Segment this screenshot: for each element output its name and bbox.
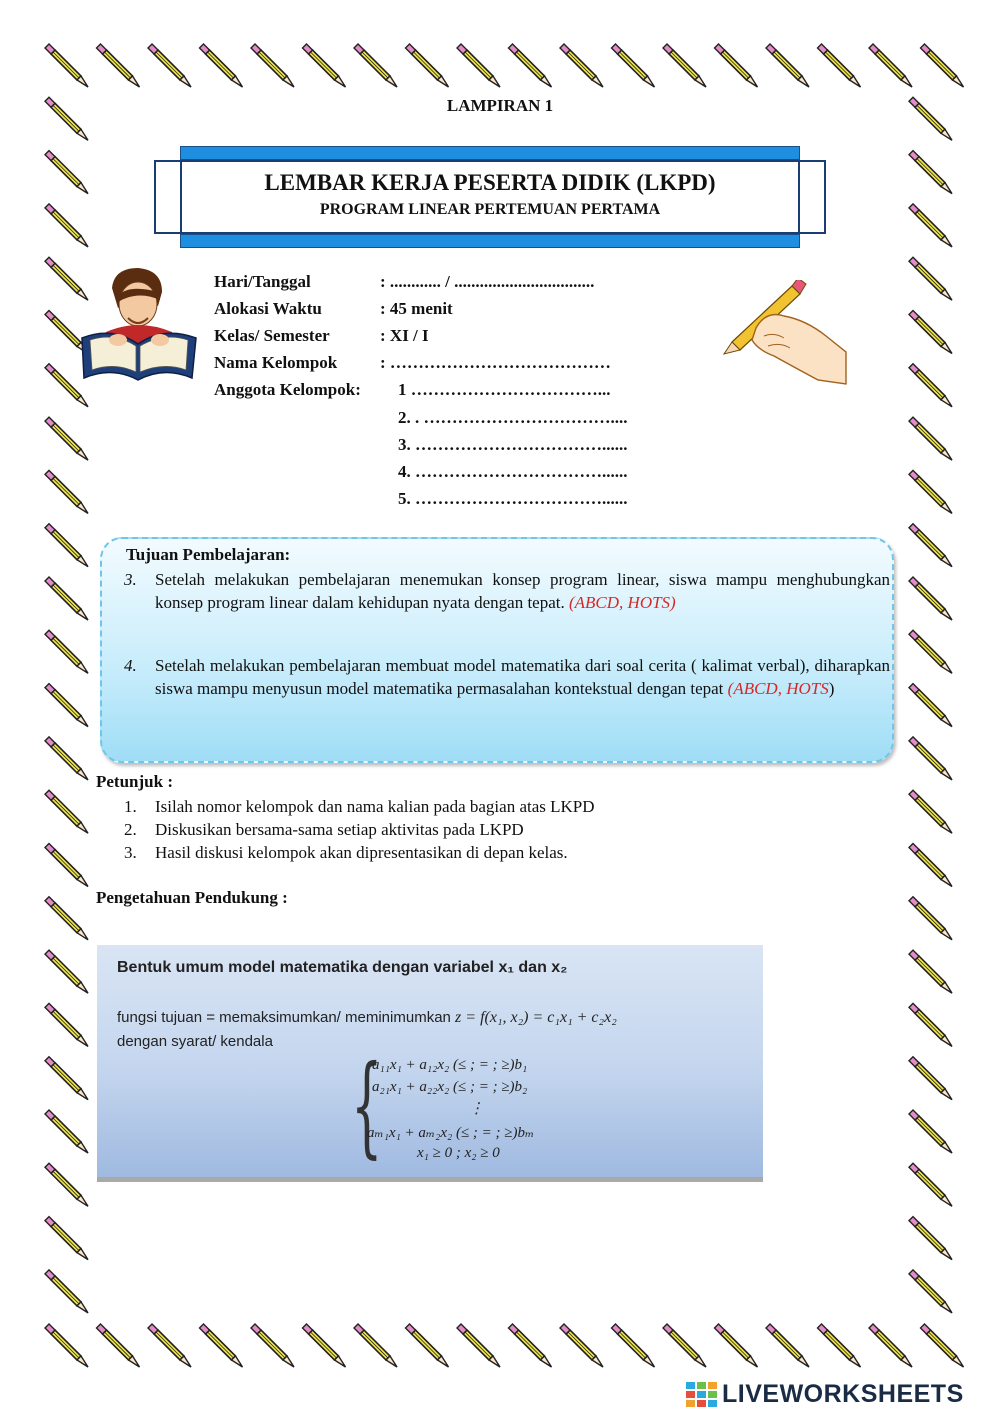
pencil-icon bbox=[457, 1324, 500, 1367]
pencil-icon bbox=[97, 1324, 140, 1367]
pencil-icon bbox=[45, 1057, 88, 1100]
pencil-icon bbox=[354, 1324, 397, 1367]
page-subtitle: PROGRAM LINEAR PERTEMUAN PERTAMA bbox=[319, 201, 661, 218]
pencil-icon bbox=[909, 950, 952, 993]
pencil-icon bbox=[45, 524, 88, 567]
pencil-icon bbox=[45, 1270, 88, 1313]
pencil-icon bbox=[909, 1163, 952, 1206]
pencil-icon bbox=[818, 44, 861, 87]
pencil-icon bbox=[909, 630, 952, 673]
pencil-icon bbox=[45, 470, 88, 513]
pencil-icon bbox=[909, 1270, 952, 1313]
pencil-icon bbox=[200, 44, 243, 87]
instructions-list bbox=[124, 795, 595, 864]
constraint-ellipsis: ⋮ bbox=[469, 1101, 484, 1117]
goal-tag: (ABCD, HOTS) bbox=[569, 593, 676, 612]
pencil-icon bbox=[45, 844, 88, 887]
support-knowledge-title: Pengetahuan Pendukung : bbox=[96, 888, 288, 907]
appendix-label: LAMPIRAN 1 bbox=[446, 96, 554, 115]
pencil-icon bbox=[715, 1324, 758, 1367]
goal-tag: (ABCD, HOTS bbox=[727, 679, 829, 698]
pencil-icon bbox=[909, 737, 952, 780]
pencil-icon bbox=[303, 1324, 346, 1367]
pencil-icon bbox=[45, 1217, 88, 1260]
pencil-icon bbox=[560, 1324, 603, 1367]
pencil-icon bbox=[909, 1110, 952, 1153]
field-group-members[interactable]: Anggota Kelompok: 1 ……………………………... bbox=[214, 380, 611, 399]
pencil-icon bbox=[45, 737, 88, 780]
formula-box-shadow bbox=[97, 1177, 763, 1182]
formula-box bbox=[97, 945, 763, 1177]
pencil-icon bbox=[251, 44, 294, 87]
instructions-title: Petunjuk : bbox=[96, 772, 173, 791]
constraint-line: a₂₁x₁ + a₂₂x₂ (≤ ; = ; ≥)b₂ bbox=[372, 1079, 528, 1095]
pencil-icon bbox=[715, 44, 758, 87]
constraint-line: a₁₁x₁ + a₁₂x₂ (≤ ; = ; ≥)b₁ bbox=[372, 1057, 528, 1073]
pencil-icon bbox=[909, 524, 952, 567]
pencil-icon bbox=[921, 1324, 964, 1367]
pencil-icon bbox=[663, 1324, 706, 1367]
member-line[interactable]: 5. ……………………………...... bbox=[398, 489, 628, 508]
pencil-icon bbox=[909, 1217, 952, 1260]
liveworksheets-logo bbox=[686, 1378, 996, 1410]
list-item: 1. Isilah nomor kelompok dan nama kalian pada bagian atas LKPD bbox=[124, 797, 595, 816]
pencil-icon bbox=[909, 204, 952, 247]
pencil-icon bbox=[560, 44, 603, 87]
member-line[interactable]: 3. ……………………………...... bbox=[398, 435, 628, 454]
pencil-icon bbox=[909, 311, 952, 354]
pencil-icon bbox=[818, 1324, 861, 1367]
list-item: 2. Diskusikan bersama-sama setiap aktivitas pada LKPD bbox=[124, 820, 524, 839]
field-class-semester: Kelas/ Semester : XI / I bbox=[214, 326, 429, 345]
pencil-icon bbox=[45, 630, 88, 673]
pencil-icon bbox=[406, 44, 449, 87]
constraint-line: aₘ₁x₁ + aₘ₂x₂ (≤ ; = ; ≥)bₘ bbox=[367, 1125, 535, 1141]
field-time-allocation: Alokasi Waktu : 45 menit bbox=[214, 299, 453, 318]
learning-goal-item: 3. Setelah melakukan pembelajaran menemukan konsep program linear, siswa mampu menghubungkan konsep program linear dalam kehidupan nyata dengan tepat. (ABCD, HOTS) bbox=[124, 570, 890, 612]
pencil-icon bbox=[909, 684, 952, 727]
brace-icon: { bbox=[351, 1041, 383, 1169]
learning-goal-item: 4. Setelah melakukan pembelajaran membuat model matematika dari soal cerita ( kalimat verbal), diharapkan siswa mampu menyusun model matematika permasalahan kontekstual dengan tepat (ABCD, HOTS) bbox=[124, 656, 890, 698]
pencil-icon bbox=[45, 1324, 88, 1367]
pencil-icon bbox=[663, 44, 706, 87]
page-title: LEMBAR KERJA PESERTA DIDIK (LKPD) bbox=[264, 170, 716, 195]
pencil-icon bbox=[612, 44, 655, 87]
pencil-icon bbox=[45, 417, 88, 460]
pencil-icon bbox=[869, 44, 912, 87]
pencil-icon bbox=[45, 1003, 88, 1046]
pencil-icon bbox=[509, 44, 552, 87]
pencil-icon bbox=[148, 1324, 191, 1367]
pencil-icon bbox=[909, 1003, 952, 1046]
pencil-icon bbox=[45, 897, 88, 940]
pencil-icon bbox=[612, 1324, 655, 1367]
pencil-icon bbox=[909, 417, 952, 460]
pencil-icon bbox=[766, 44, 809, 87]
constraint-intro: dengan syarat/ kendala bbox=[117, 1033, 273, 1050]
pencil-icon bbox=[909, 257, 952, 300]
pencil-icon bbox=[909, 844, 952, 887]
member-line[interactable]: 2. . …………………………….... bbox=[398, 408, 628, 427]
pencil-icon bbox=[45, 684, 88, 727]
pencil-icon bbox=[45, 1163, 88, 1206]
list-item: 3. Hasil diskusi kelompok akan dipresentasikan di depan kelas. bbox=[124, 843, 568, 862]
banner-stripe-bottom bbox=[180, 234, 800, 248]
pencil-icon bbox=[909, 897, 952, 940]
pencil-icon bbox=[45, 204, 88, 247]
pencil-icon bbox=[909, 470, 952, 513]
pencil-icon bbox=[909, 364, 952, 407]
pencil-icon bbox=[45, 790, 88, 833]
pencil-icon bbox=[200, 1324, 243, 1367]
field-group-name[interactable]: Nama Kelompok : ………………………………… bbox=[214, 353, 611, 372]
pencil-icon bbox=[45, 44, 88, 87]
pencil-icon bbox=[406, 1324, 449, 1367]
pencil-icon bbox=[766, 1324, 809, 1367]
formula-heading: Bentuk umum model matematika dengan variabel x₁ dan x₂ bbox=[117, 959, 568, 976]
learning-goals-title: Tujuan Pembelajaran: bbox=[126, 545, 291, 564]
pencil-icon bbox=[97, 44, 140, 87]
title-banner bbox=[180, 146, 800, 250]
pencil-icon bbox=[354, 44, 397, 87]
pencil-icon bbox=[45, 950, 88, 993]
pencil-icon bbox=[148, 44, 191, 87]
member-line[interactable]: 4. ……………………………...... bbox=[398, 462, 628, 481]
field-date[interactable]: Hari/Tanggal : ............ / ................................. bbox=[214, 272, 595, 291]
liveworksheets-grid-icon bbox=[686, 1382, 718, 1408]
banner-stripe-top bbox=[180, 146, 800, 160]
pencil-icon bbox=[45, 1110, 88, 1153]
pencil-icon bbox=[251, 1324, 294, 1367]
pencil-icon bbox=[909, 790, 952, 833]
pencil-icon bbox=[869, 1324, 912, 1367]
brand-name: LIVEWORKSHEETS bbox=[722, 1380, 964, 1408]
pencil-icon bbox=[457, 44, 500, 87]
pencil-icon bbox=[45, 577, 88, 620]
pencil-icon bbox=[909, 151, 952, 194]
pencil-icon bbox=[921, 44, 964, 87]
reading-student-illustration bbox=[78, 266, 200, 384]
pencil-icon bbox=[909, 577, 952, 620]
identity-fields bbox=[214, 268, 611, 403]
member-list bbox=[398, 404, 628, 512]
writing-hand-illustration bbox=[722, 280, 848, 386]
objective-line: fungsi tujuan = memaksimumkan/ meminimumkan z = f(x₁, x₂) = c₁x₁ + c₂x₂ bbox=[117, 1009, 617, 1026]
pencil-icon bbox=[509, 1324, 552, 1367]
nonnegativity-line: x₁ ≥ 0 ; x₂ ≥ 0 bbox=[417, 1145, 500, 1161]
pencil-icon bbox=[909, 1057, 952, 1100]
pencil-icon bbox=[303, 44, 346, 87]
pencil-icon bbox=[45, 151, 88, 194]
